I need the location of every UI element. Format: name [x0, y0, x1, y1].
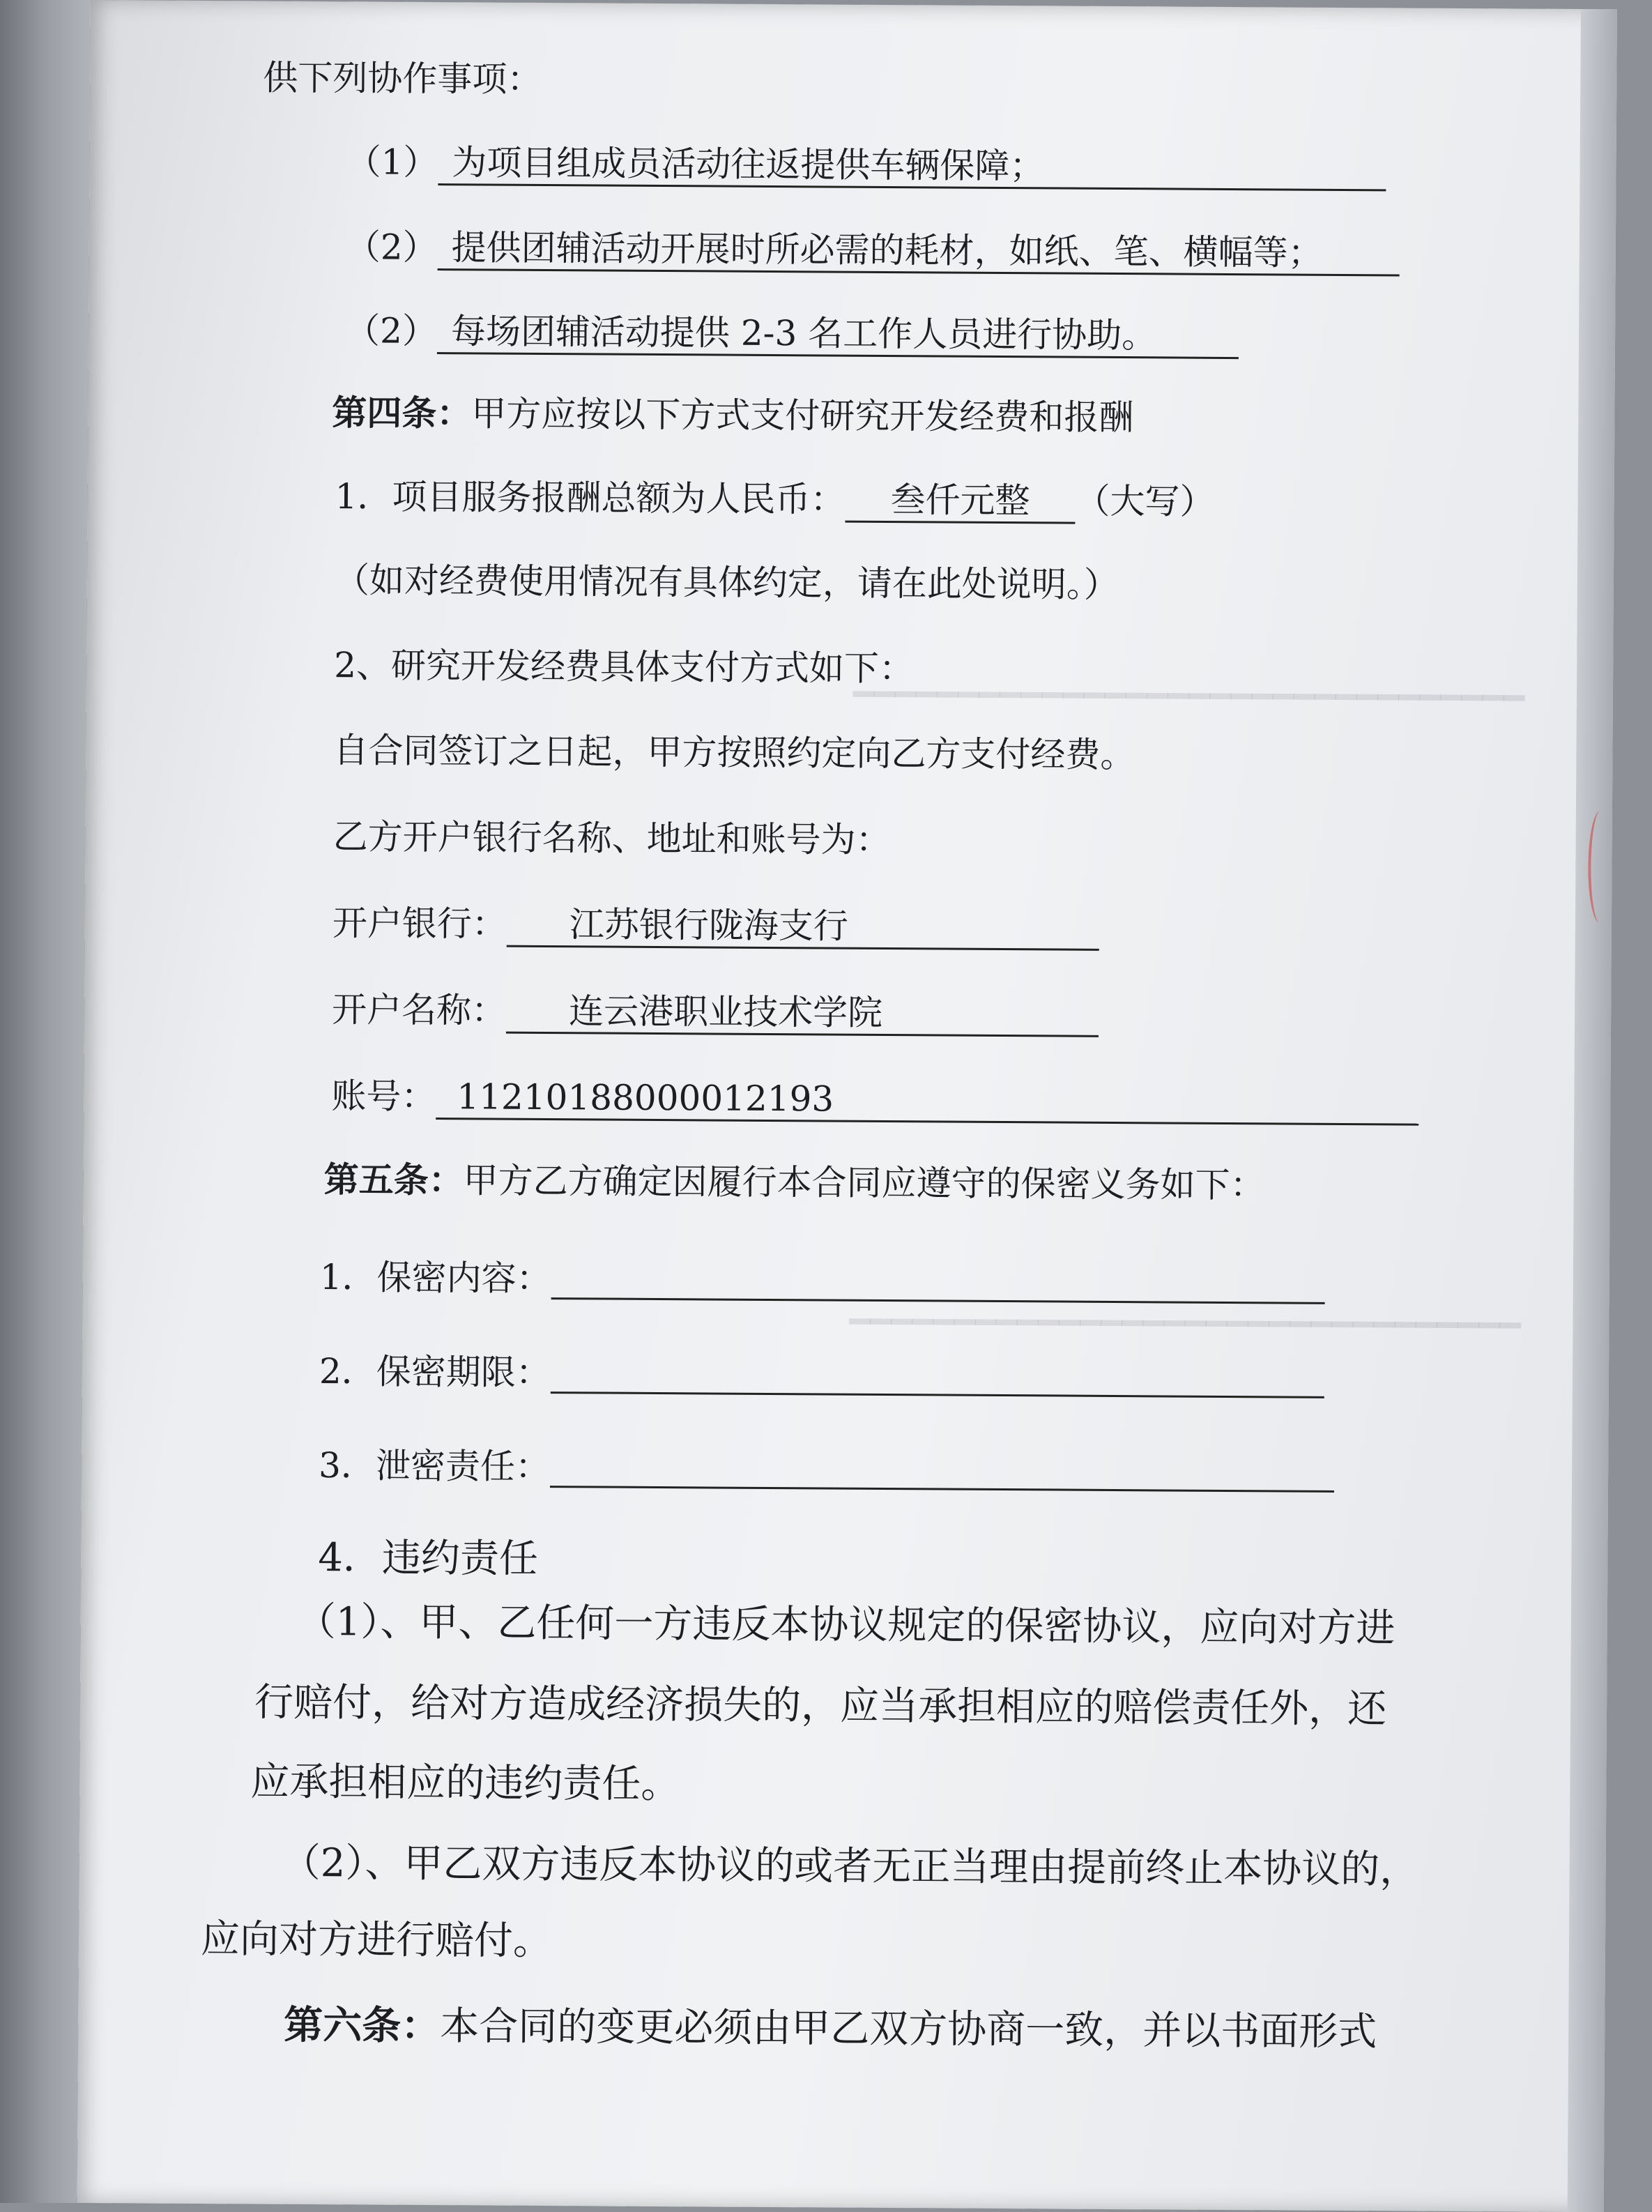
account-name-line: [332, 989, 1099, 1037]
account-number-value: 11210188000012193: [457, 1076, 834, 1120]
item-number: （2）: [344, 310, 438, 352]
confidential-content-label: 1．保密内容：: [319, 1257, 551, 1299]
fee-line: [335, 475, 1214, 525]
fee-remark: （如对经费使用情况有具体约定，请在此处说明。）: [334, 560, 1119, 606]
item-text: 每场团辅活动提供 2-3 名工作人员进行协助。: [450, 311, 1157, 356]
confidential-term-label: 2．保密期限：: [319, 1351, 551, 1394]
confidential-term-line: [319, 1350, 1324, 1398]
intro-text: 供下列协作事项：: [263, 57, 542, 100]
leak-liability-label: 3．泄密责任：: [318, 1445, 551, 1488]
show-through-text: ━━━━━━━━━━━━━━━━━━━━━━━━━━━━━━━━: [849, 1301, 1521, 1346]
item-text: 为项目组成员活动往返提供车辆保障；: [452, 142, 1045, 187]
page-edge: [1568, 9, 1617, 2212]
article-title-rest: 本合同的变更必须由甲乙双方协商一致，并以书面形式: [440, 2004, 1377, 2055]
fee-label: 1．项目服务报酬总额为人民币：: [335, 476, 846, 520]
article-6-heading: [284, 2002, 1377, 2056]
breach-para-1-line-3: 应承担相应的违约责任。: [250, 1759, 680, 1808]
breach-para-1-line-2: 行赔付，给对方造成经济损失的，应当承担相应的赔偿责任外，还: [254, 1679, 1387, 1732]
blank-field: [551, 1357, 1324, 1398]
fee-amount: 叁仟元整: [845, 479, 1075, 524]
breach-para-2-line-1: （2）、甲乙双方违反本协议的或者无正当理由提前终止本协议的，: [281, 1840, 1419, 1893]
breach-liability-heading: 4．违约责任: [318, 1535, 539, 1582]
account-number-label: 账号：: [331, 1076, 436, 1118]
account-number-line: [331, 1075, 1418, 1126]
item-number: （2）: [345, 227, 438, 268]
account-name-value: 连云港职业技术学院: [568, 991, 883, 1033]
leak-liability-line: [319, 1444, 1334, 1493]
payment-method-text: 自合同签订之日起，甲方按照约定向乙方支付经费。: [333, 730, 1135, 776]
breach-para-1-line-1: （1）、甲、乙任何一方违反本协议规定的保密协议，应向对方进: [296, 1599, 1395, 1652]
confidential-content-line: [320, 1256, 1325, 1304]
red-seal-fragment: [1588, 811, 1612, 922]
bank-label: 开户银行：: [332, 903, 507, 945]
blank-field: [551, 1263, 1324, 1304]
bank-value: 江苏银行陇海支行: [569, 904, 849, 947]
article-title-rest: 甲方应按以下方式支付研究开发经费和报酬: [471, 393, 1134, 438]
item-3: [345, 310, 1239, 359]
show-through-text: ━━━━━━━━━━━━━━━━━━━━━━━━━━━━━━━━: [852, 673, 1525, 719]
item-number: （1）: [346, 142, 438, 183]
article-5-heading: [323, 1159, 1264, 1206]
bank-line: [332, 902, 1099, 951]
contract-page: [77, 0, 1617, 2212]
article-4-heading: [332, 392, 1133, 438]
item-text: 提供团辅活动开展时所必需的耗材，如纸、笔、横幅等；: [451, 227, 1323, 273]
bank-info-heading: 乙方开户银行名称、地址和账号为：: [332, 816, 891, 861]
blank-field: [550, 1451, 1334, 1493]
article-title: 第六条：: [284, 2001, 441, 2050]
article-title: 第五条：: [323, 1159, 464, 1201]
fee-note: （大写）: [1075, 480, 1215, 522]
breach-para-2-line-2: 应向对方进行赔付。: [200, 1916, 553, 1965]
article-title-rest: 甲方乙方确定因履行本合同应遵守的保密义务如下：: [463, 1160, 1265, 1206]
item-1: [346, 141, 1386, 191]
account-name-label: 开户名称：: [331, 989, 507, 1031]
article-title: 第四条：: [332, 392, 472, 434]
payment-method-heading: 2、研究开发经费具体支付方式如下：: [334, 645, 915, 689]
item-2: [346, 226, 1400, 276]
